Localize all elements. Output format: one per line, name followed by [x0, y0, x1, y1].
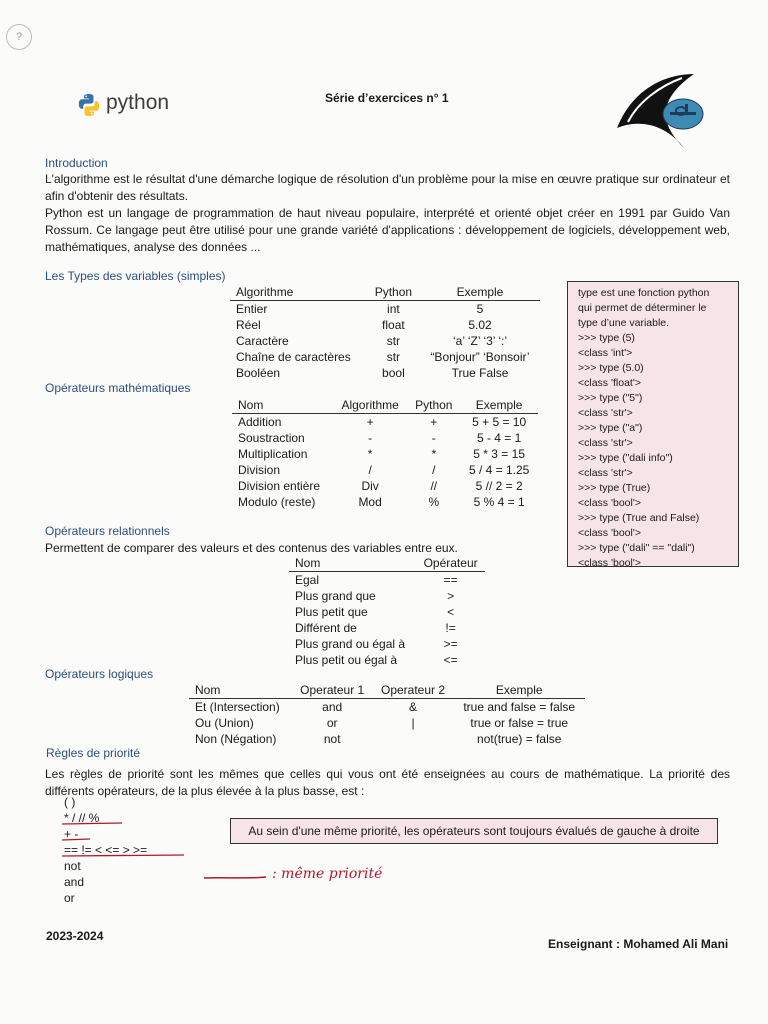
- type-box-line: qui permet de déterminer le: [578, 302, 707, 314]
- rel-operator: <: [447, 605, 455, 619]
- op-name: Multiplication: [238, 447, 308, 461]
- type-example: 5.02: [468, 318, 492, 332]
- math-col-nom: Nom: [232, 398, 333, 414]
- table-row: [230, 317, 540, 333]
- type-box-line: >>> type ("5"): [578, 392, 643, 404]
- op-algo: Mod: [358, 495, 382, 509]
- type-box-line: >>> type ("dali info"): [578, 452, 673, 464]
- rel-operator: >: [447, 589, 455, 603]
- table-row: [230, 301, 540, 318]
- op-python: //: [430, 479, 438, 493]
- op-python: *: [431, 447, 437, 461]
- left-to-right-note: Au sein d'une même priorité, les opérateurs sont toujours évalués de gauche à droite: [230, 818, 718, 844]
- type-box-line: <class 'float'>: [578, 377, 641, 389]
- type-name: Booléen: [236, 366, 281, 380]
- math-col-python: Python: [407, 398, 460, 414]
- handwritten-legend: : même priorité: [272, 866, 383, 882]
- type-name: Caractère: [236, 334, 289, 348]
- type-box-line: <class 'str'>: [578, 437, 633, 449]
- op-example: 5 - 4 = 1: [476, 431, 522, 445]
- type-example: ‘a’ ‘Z’ ‘3’ ‘:’: [453, 334, 508, 348]
- types-table-header: [230, 285, 540, 301]
- type-box-line: <class 'bool'>: [578, 557, 641, 569]
- type-box-line: >>> type (5): [578, 332, 635, 344]
- type-box-line: >>> type ("a"): [578, 422, 643, 434]
- rel-name: Egal: [295, 573, 320, 587]
- rel-operator: <=: [443, 653, 458, 667]
- logic-example: not(true) = false: [477, 732, 562, 746]
- school-year: 2023-2024: [46, 929, 104, 943]
- table-row: [232, 446, 538, 462]
- logic-name: Et (Intersection): [195, 700, 280, 714]
- priority-level: ( ): [64, 795, 76, 809]
- op-example: 5 * 3 = 15: [473, 447, 525, 461]
- op-name: Modulo (reste): [238, 495, 316, 509]
- op-python: /: [432, 463, 436, 477]
- table-row: [189, 715, 585, 731]
- op-name: Addition: [238, 415, 282, 429]
- type-box-line: >>> type (True and False): [578, 512, 700, 524]
- logic-op2: [373, 731, 454, 747]
- table-row: [232, 478, 538, 494]
- math-col-algorithme: Algorithme: [333, 398, 407, 414]
- table-row: [289, 620, 485, 636]
- python-logo-text: python: [106, 91, 170, 114]
- type-box-line: <class 'str'>: [578, 407, 633, 419]
- type-name: Chaîne de caractères: [236, 350, 351, 364]
- rel-operator: ==: [443, 573, 458, 587]
- op-algo: Div: [361, 479, 379, 493]
- rel-col-nom: Nom: [289, 556, 416, 572]
- math-ops-table: [232, 398, 538, 510]
- page-title: Série d’exercices n° 1: [325, 91, 449, 105]
- intro-heading: Introduction: [45, 156, 108, 170]
- math-col-exemple: Exemple: [460, 398, 538, 414]
- type-box-line: <class 'int'>: [578, 347, 633, 359]
- op-name: Division: [238, 463, 281, 477]
- rel-col-operateur: Opérateur: [416, 556, 485, 572]
- type-box-line: <class 'bool'>: [578, 497, 641, 509]
- table-row: [230, 349, 540, 365]
- table-row: [230, 333, 540, 349]
- table-row: [289, 572, 485, 589]
- logic-col-nom: Nom: [189, 683, 292, 699]
- table-row: [289, 588, 485, 604]
- logic-name: Ou (Union): [195, 716, 254, 730]
- table-row: [230, 365, 540, 381]
- rel-ops-heading: Opérateurs relationnels: [45, 524, 170, 538]
- op-python: -: [431, 431, 436, 445]
- logic-op2: |: [411, 716, 415, 730]
- types-col-algorithme: Algorithme: [230, 285, 367, 301]
- types-table: [230, 285, 540, 381]
- logic-example: true or false = true: [470, 716, 569, 730]
- table-row: [289, 652, 485, 668]
- types-col-exemple: Exemple: [420, 285, 540, 301]
- rel-name: Différent de: [295, 621, 357, 635]
- type-python: str: [386, 350, 401, 364]
- op-example: 5 // 2 = 2: [475, 479, 523, 493]
- priority-level: not: [64, 859, 81, 873]
- rel-operator: >=: [443, 637, 458, 651]
- table-row: [232, 414, 538, 431]
- types-col-python: Python: [367, 285, 420, 301]
- op-example: 5 / 4 = 1.25: [468, 463, 530, 477]
- op-example: 5 + 5 = 10: [472, 415, 527, 429]
- rel-ops-table: [289, 556, 485, 668]
- type-box-line: >>> type (5.0): [578, 362, 644, 374]
- priority-description: Les règles de priorité sont les mêmes que celles qui vous ont été enseignées au cours de mathématique. La priorité des différents opérateurs, de la plus élevée à la plus basse, est :: [45, 767, 730, 798]
- logic-ops-table: [189, 683, 585, 747]
- op-algo: +: [366, 415, 374, 429]
- logic-ops-header: [189, 683, 585, 699]
- type-python: int: [387, 302, 400, 316]
- logic-col-exemple: Exemple: [453, 683, 585, 699]
- rel-name: Plus petit que: [295, 605, 368, 619]
- op-algo: *: [367, 447, 373, 461]
- rel-name: Plus grand ou égal à: [295, 637, 406, 651]
- table-row: [189, 731, 585, 747]
- table-row: [189, 699, 585, 716]
- priority-heading: Règles de priorité: [46, 746, 141, 760]
- priority-level: or: [64, 891, 75, 905]
- rel-name: Plus grand que: [295, 589, 376, 603]
- table-row: [232, 430, 538, 446]
- logic-op1: and: [322, 700, 343, 714]
- logic-name: Non (Négation): [195, 732, 277, 746]
- rel-ops-description: Permettent de comparer des valeurs et des contenus des variables entre eux.: [45, 541, 458, 555]
- op-python: %: [428, 495, 440, 509]
- logic-op2: &: [409, 700, 418, 714]
- table-row: [232, 494, 538, 510]
- type-box-line: <class 'bool'>: [578, 527, 641, 539]
- type-name: Entier: [236, 302, 268, 316]
- table-row: [232, 462, 538, 478]
- priority-level: + -: [64, 827, 79, 841]
- corner-question-mark: ?: [6, 24, 32, 50]
- math-ops-header: [232, 398, 538, 414]
- type-example: True False: [451, 366, 509, 380]
- rel-name: Plus petit ou égal à: [295, 653, 398, 667]
- logic-example: true and false = false: [463, 700, 576, 714]
- same-priority-underlines: [60, 820, 190, 870]
- type-function-box: [567, 281, 739, 567]
- math-ops-heading: Opérateurs mathématiques: [45, 381, 191, 395]
- table-row: [289, 636, 485, 652]
- type-box-line: type est une fonction python: [578, 287, 710, 299]
- logic-col-op2: Operateur 2: [373, 683, 454, 699]
- type-example: “Bonjour” ‘Bonsoir’: [430, 350, 530, 364]
- type-name: Réel: [236, 318, 261, 332]
- type-box-line: <class 'str'>: [578, 467, 633, 479]
- op-algo: -: [368, 431, 373, 445]
- op-algo: /: [368, 463, 372, 477]
- rel-ops-header: [289, 556, 485, 572]
- intro-paragraph-1: L'algorithme est le résultat d'une démarche logique de résolution d'un problème pour la mise en œuvre pratique sur ordinateur et afin d'obtenir des résultats.: [45, 172, 730, 203]
- teacher-name: Enseignant : Mohamed Ali Mani: [548, 937, 729, 951]
- type-python: bool: [382, 366, 405, 380]
- type-box-line: >>> type (True): [578, 482, 651, 494]
- type-example: 5: [476, 302, 484, 316]
- op-example: 5 % 4 = 1: [473, 495, 525, 509]
- table-row: [289, 604, 485, 620]
- python-snake-icon: [77, 93, 101, 117]
- type-box-line: >>> type ("dali" == "dali"): [578, 542, 695, 554]
- op-name: Soustraction: [238, 431, 305, 445]
- types-heading: Les Types des variables (simples): [45, 269, 226, 283]
- type-python: float: [382, 318, 405, 332]
- priority-level: == != < <= > >=: [64, 843, 148, 857]
- logic-col-op1: Operateur 1: [292, 683, 373, 699]
- op-python: +: [430, 415, 438, 429]
- priority-level: * / // %: [64, 811, 100, 825]
- logic-op1: not: [323, 732, 341, 746]
- op-name: Division entière: [238, 479, 321, 493]
- type-box-line: type d’une variable.: [578, 317, 670, 329]
- logic-op1: or: [326, 716, 338, 730]
- rel-operator: !=: [445, 621, 456, 635]
- school-logo: [612, 70, 712, 160]
- legend-red-line: [202, 874, 268, 882]
- type-python: str: [386, 334, 401, 348]
- logic-ops-heading: Opérateurs logiques: [45, 667, 154, 681]
- priority-level: and: [64, 875, 85, 889]
- intro-paragraph-2: Python est un langage de programmation de haut niveau populaire, interprété et orienté objet créer en 1991 par Guido Van Rossum. Ce langage peut être utilisé pour une grande variété d'applications : développement de logiciels, développement web, mathématiques, analyse des données ...: [45, 206, 730, 254]
